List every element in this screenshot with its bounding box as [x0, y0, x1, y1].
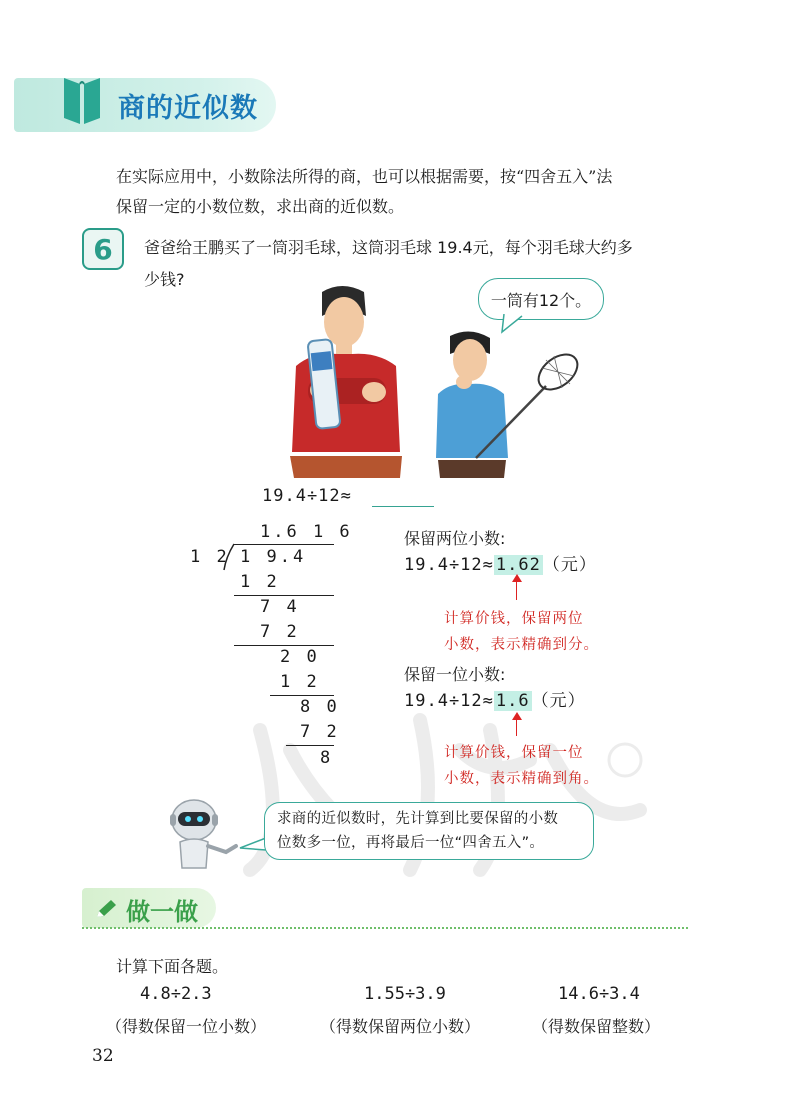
division-line: [270, 695, 334, 696]
arrow-up-icon: [512, 712, 522, 720]
division-step-row: 7 2: [260, 622, 300, 642]
arrow-stem: [516, 718, 517, 736]
division-step-row: 7 2: [300, 722, 340, 742]
note-line: 小数，表示精确到分。: [444, 637, 599, 653]
one-place-heading: 保留一位小数:: [404, 665, 506, 684]
robot-tip-bubble: [264, 802, 594, 860]
division-line: [286, 745, 334, 746]
exercise-condition: （得数保留两位小数）: [320, 1017, 481, 1036]
practice-divider: [82, 927, 688, 929]
boy-illustration: [428, 328, 588, 478]
practice-header: 做一做: [126, 898, 198, 926]
dividend: 1 9.4: [240, 547, 307, 567]
division-step-row: 1 2: [280, 672, 320, 692]
unit-yuan: （元）: [542, 555, 597, 575]
father-illustration: [282, 282, 412, 478]
tip-line-1: 求商的近似数时，先计算到比要保留的小数: [277, 811, 559, 827]
division-line: [234, 595, 334, 596]
note-line: 小数，表示精确到角。: [444, 771, 599, 787]
pencil-icon: [94, 898, 118, 920]
tip-line-2: 位数多一位，再将最后一位“四舍五入”。: [277, 835, 545, 851]
speech-bubble: 一筒有12个。: [478, 278, 604, 320]
two-places-note: [444, 606, 599, 658]
division-step-row: 2 0: [280, 647, 320, 667]
speech-bubble-tail: [500, 314, 530, 334]
quotient: 1.6 1 6: [260, 522, 353, 542]
exercise-condition: （得数保留一位小数）: [106, 1017, 267, 1036]
division-step-row: 7 4: [260, 597, 300, 617]
division-remainder: 8: [320, 748, 334, 768]
example-number-badge: 6: [82, 228, 124, 270]
practice-instruction: 计算下面各题。: [116, 957, 229, 976]
arrow-up-icon: [512, 574, 522, 582]
question-line-1: 爸爸给王鹏买了一筒羽毛球，这筒羽毛球 19.4元，每个羽毛球大约多: [144, 238, 633, 257]
exercise-expression: 1.55÷3.9: [364, 984, 446, 1004]
question-line-2: 少钱?: [144, 270, 185, 289]
intro-line-2: 保留一定的小数位数，求出商的近似数。: [116, 197, 405, 216]
division-line: [234, 645, 334, 646]
division-bracket: [222, 543, 236, 571]
division-step-row: 1 2: [240, 572, 280, 592]
one-place-result-line: [404, 686, 586, 711]
division-bar: [234, 544, 334, 545]
two-places-equation: 19.4÷12≈: [404, 555, 494, 575]
intro-paragraph: [116, 162, 696, 222]
one-place-note: [444, 740, 599, 792]
main-equation: 19.4÷12≈: [262, 486, 352, 506]
two-places-heading: 保留两位小数:: [404, 529, 506, 548]
arrow-stem: [516, 580, 517, 600]
note-line: 计算价钱，保留两位: [444, 611, 584, 627]
one-place-equation: 19.4÷12≈: [404, 691, 494, 711]
divisor: 1 2: [190, 547, 230, 567]
open-book-icon: [60, 70, 104, 128]
exercise-expression: 4.8÷2.3: [140, 984, 212, 1004]
note-line: 计算价钱，保留一位: [444, 745, 584, 761]
answer-blank: [372, 506, 434, 507]
section-title: 商的近似数: [118, 93, 258, 124]
page-number: 32: [92, 1046, 114, 1066]
robot-icon: [162, 792, 242, 870]
one-place-result: 1.6: [495, 691, 530, 711]
two-places-result: 1.62: [495, 555, 541, 575]
division-step-row: 8 0: [300, 697, 340, 717]
example-question: [144, 232, 704, 296]
exercise-expression: 14.6÷3.4: [558, 984, 640, 1004]
exercise-condition: （得数保留整数）: [532, 1017, 661, 1036]
unit-yuan: （元）: [531, 691, 586, 711]
intro-line-1: 在实际应用中，小数除法所得的商，也可以根据需要，按“四舍五入”法: [116, 167, 613, 186]
two-places-result-line: [404, 550, 597, 575]
